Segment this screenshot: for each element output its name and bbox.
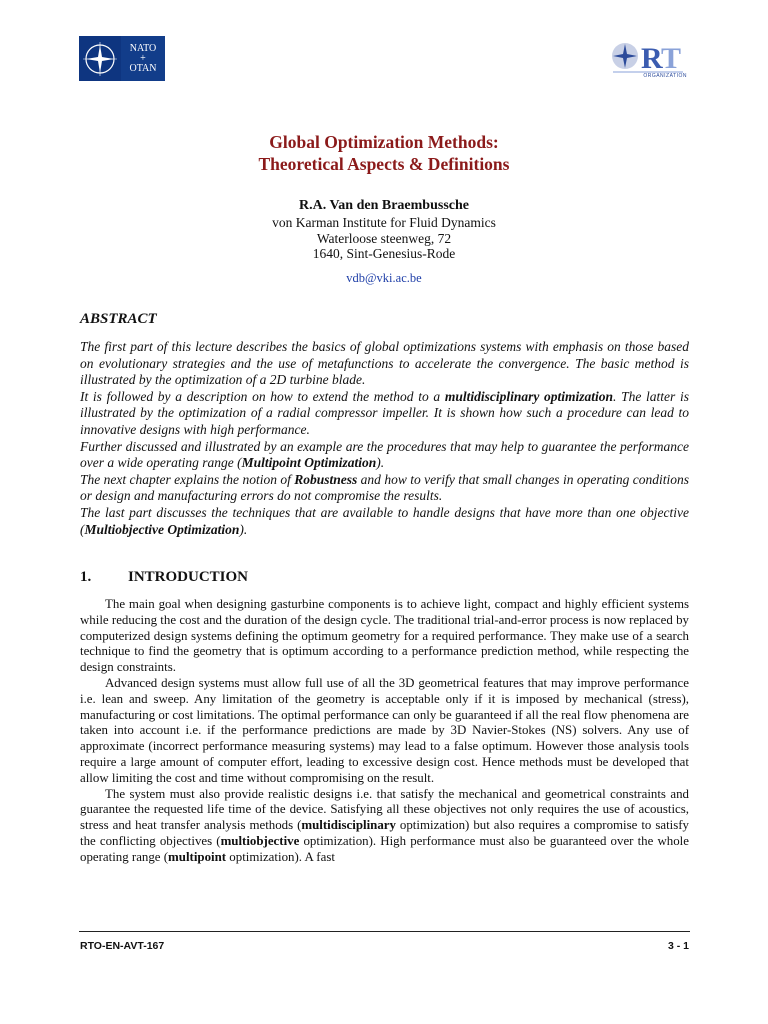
abstract-paragraph: It is followed by a description on how to extend the method to a multidisciplinary optimization. The latter is illustrated by the optimization of a radial compressor impeller. It is shown how such a procedure can lead to innovative designs with high performance. (80, 388, 689, 437)
abstract-paragraph: The first part of this lecture describes the basics of global optimizations systems with emphasis on those based on evolutionary strategies and the use of metafunctions to accelerate the convergence. The basic method is illustrated by the optimization of a 2D turbine blade. (80, 339, 689, 388)
footer-page-number: 3 - 1 (667, 940, 689, 952)
footer-rule (79, 931, 690, 932)
body-paragraph: The main goal when designing gasturbine components is to achieve light, compact and highly efficient systems while reducing the cost and the duration of the design cycle. The traditional trial-and-error process is now replaced by computerized design systems defining the optimum geometry for a required performance. They make use of a search technique to find the geometry that is optimum according to a performance prediction method, while respecting the design constraints. (80, 597, 689, 675)
introduction-body (80, 597, 689, 866)
author-street: Waterloose steenweg, 72 (316, 231, 452, 246)
author-email-link[interactable]: vdb@vki.ac.be (346, 271, 422, 285)
footer-document-id: RTO-EN-AVT-167 (80, 940, 165, 952)
rto-logo-text: ORGANIZATION (643, 73, 687, 79)
author-city: 1640, Sint-Genesius-Rode (312, 246, 456, 261)
rto-logo (603, 38, 689, 80)
section-title: INTRODUCTION (128, 569, 249, 585)
abstract-paragraph: The next chapter explains the notion of Robustness and how to verify that small changes in operating conditions or design and manufacturing errors do not compromise the results. (80, 471, 689, 504)
abstract-paragraph: The last part discusses the techniques that are available to handle designs that have more than one objective (Multiobjective Optimization). (80, 504, 689, 537)
body-paragraph: The system must also provide realistic designs i.e. that satisfy the mechanical and geometrical constraints and guarantee the requested life time of the device. Satisfying all these objectives not only requires the use of acoustics, stress and heat transfer analysis methods (multidisciplinary optimization) but also requires a compromise to satisfy the conflicting objectives (multiobjective optimization). High performance must also be guaranteed over the whole operating range (multipoint optimization). A fast (80, 786, 689, 864)
svg-text:T: T (661, 42, 682, 75)
author-name: R.A. Van den Braembussche (299, 198, 469, 213)
abstract-body (80, 339, 689, 538)
paper-title-line-1: Global Optimization Methods: (269, 132, 499, 152)
nato-logo-text: NATO + OTAN (129, 42, 157, 74)
section-number: 1. (80, 569, 92, 585)
section-heading (80, 569, 248, 586)
abstract-heading: ABSTRACT (80, 311, 157, 327)
body-paragraph: Advanced design systems must allow full use of all the 3D geometrical features that may improve performance i.e. lean and sweep. Any limitation of the geometry is acceptable only if it is imposed by mechanical (stress), manufacturing or cost limitations. The optimal performance can only be guaranteed if all the real flow phenomena are taken into account i.e. if the performance predictions are made by 3D Navier-Stokes (NS) solvers. Any use of approximate (incorrect performance measuring systems) may lead to a false optimum. However those analysis tools require a large amount of computer effort, leading to excessive design cost. Hence methods must be developed that allow limiting the cost and time without compromising on the result. (80, 675, 689, 785)
svg-text:R: R (641, 42, 663, 75)
nato-compass-icon (79, 36, 121, 81)
abstract-paragraph: Further discussed and illustrated by an example are the procedures that may help to guarantee the performance over a wide operating range (Multipoint Optimization). (80, 438, 689, 471)
nato-logo (79, 36, 165, 81)
author-affiliation: von Karman Institute for Fluid Dynamics (272, 215, 496, 230)
paper-title-line-2: Theoretical Aspects & Definitions (258, 154, 510, 174)
